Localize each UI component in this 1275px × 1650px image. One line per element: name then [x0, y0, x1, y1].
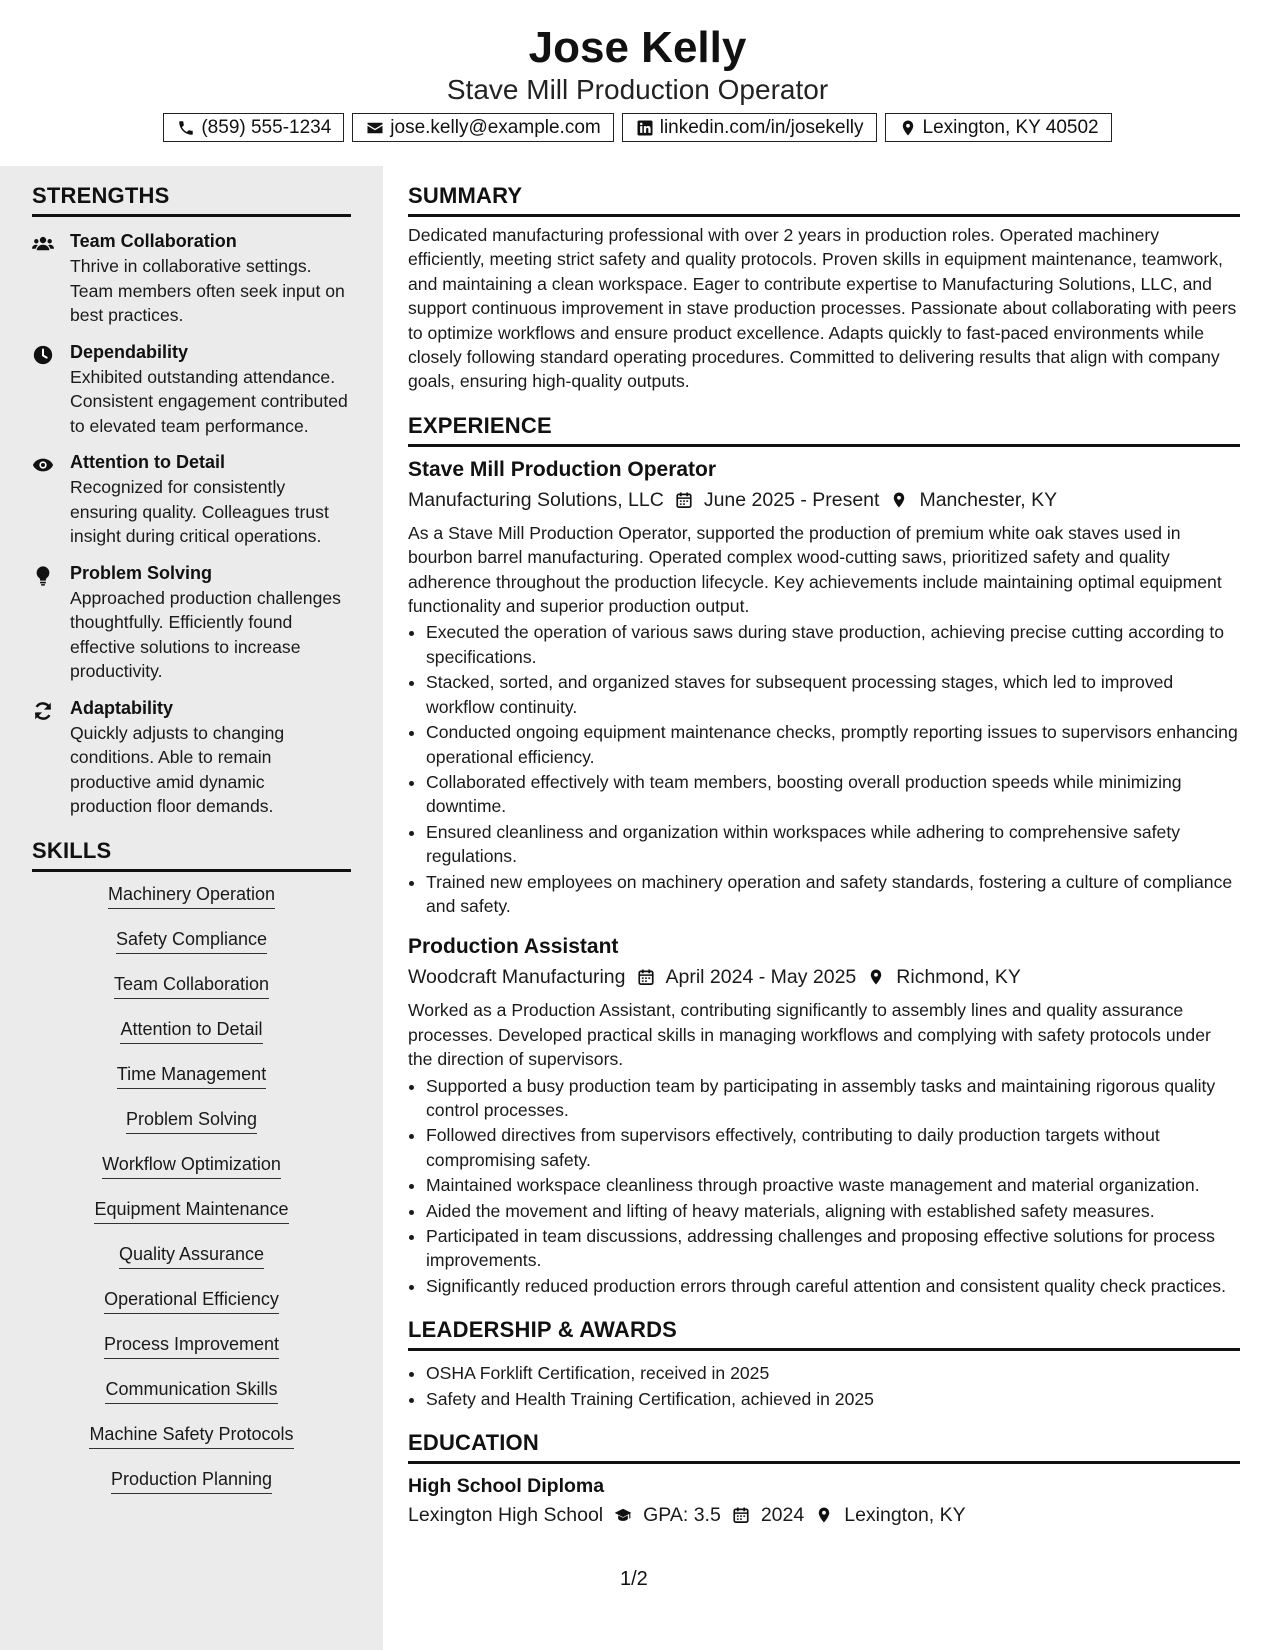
strength-item	[32, 229, 351, 328]
phone-icon	[176, 118, 196, 138]
job-dates: June 2025 - Present	[703, 488, 880, 511]
job-bullet: • Executed the operation of various saws during stave production, achieving precise cutting according to specifications.	[426, 620, 1240, 669]
award-item: • OSHA Forklift Certification, received in 2025	[426, 1361, 1240, 1385]
skill-tag: Equipment Maintenance	[94, 1197, 288, 1224]
job-title: Stave Mill Production Operator	[408, 457, 717, 481]
job-bullet: • Conducted ongoing equipment maintenance checks, promptly reporting issues to supervisors enhancing operational efficiency.	[426, 720, 1240, 769]
sync-icon	[32, 709, 54, 726]
job-entry	[408, 455, 1240, 919]
job-bullet: • Stacked, sorted, and organized staves for subsequent processing stages, which led to improved workflow continuity.	[426, 670, 1240, 719]
linkedin-text: linkedin.com/in/josekelly	[659, 116, 864, 138]
skill-tag: Communication Skills	[105, 1377, 277, 1404]
skill-tag: Machine Safety Protocols	[89, 1422, 293, 1449]
eye-icon	[32, 463, 54, 480]
job-company: Manufacturing Solutions, LLC	[408, 488, 664, 511]
phone-text: (859) 555-1234	[201, 116, 332, 138]
users-icon	[32, 242, 54, 259]
skill-tag: Time Management	[117, 1062, 266, 1089]
job-meta	[408, 485, 1240, 515]
experience-heading: EXPERIENCE	[408, 412, 1240, 447]
job-bullet: • Maintained workspace cleanliness through proactive waste management and material organization.	[426, 1173, 1240, 1197]
job-dates: April 2024 - May 2025	[665, 966, 857, 989]
skill-tag: Team Collaboration	[114, 972, 269, 999]
skill-tag: Attention to Detail	[120, 1017, 262, 1044]
degree-title: High School Diploma	[408, 1475, 605, 1498]
main-content	[408, 166, 1240, 1530]
calendar-icon	[674, 490, 694, 510]
summary-heading: SUMMARY	[408, 182, 1240, 217]
map-pin-icon	[866, 967, 886, 987]
award-item: • Safety and Health Training Certification, achieved in 2025	[426, 1387, 1240, 1411]
contact-bar	[0, 113, 1275, 142]
job-bullet: • Significantly reduced production errors through careful attention and consistent quality check practices.	[426, 1274, 1240, 1298]
envelope-icon	[365, 118, 385, 138]
job-title: Production Assistant	[408, 935, 619, 959]
job-bullet: • Followed directives from supervisors effectively, contributing to daily production targets without compromising safety.	[426, 1123, 1240, 1172]
skill-tag: Quality Assurance	[119, 1242, 264, 1269]
strength-name: Team Collaboration	[70, 231, 237, 251]
school-name: Lexington High School	[408, 1504, 604, 1527]
job-bullet: • Aided the movement and lifting of heavy materials, aligning with established safety measures.	[426, 1199, 1240, 1223]
skill-tag: Operational Efficiency	[104, 1287, 279, 1314]
location-contact[interactable]	[885, 113, 1112, 142]
graduation-year: 2024	[760, 1504, 805, 1527]
education-heading: EDUCATION	[408, 1429, 1240, 1464]
job-bullet: • Ensured cleanliness and organization within workspaces while adhering to comprehensive safety regulations.	[426, 820, 1240, 869]
strength-desc: Recognized for consistently ensuring quality. Colleagues trust insight during critical operations.	[70, 477, 329, 546]
job-bullets	[408, 1074, 1240, 1299]
job-bullet: • Supported a busy production team by participating in assembly tasks and maintaining rigorous quality control processes.	[426, 1074, 1240, 1123]
job-location: Richmond, KY	[896, 966, 1021, 989]
map-pin-icon	[814, 1505, 834, 1525]
school-location: Lexington, KY	[844, 1504, 966, 1527]
skills-heading: SKILLS	[32, 837, 351, 872]
candidate-title: Stave Mill Production Operator	[446, 74, 829, 105]
strength-desc: Approached production challenges thoughtfully. Efficiently found effective solutions to increase productivity.	[70, 587, 341, 681]
experience-section	[408, 412, 1240, 1298]
summary-text: Dedicated manufacturing professional with over 2 years in production roles. Operated machinery efficiently, meeting strict safety and quality protocols. Proven skills in equipment maintenance, teamwork, and maintaining a clean workspace. Eager to contribute expertise to Manufacturing Solutions, LLC, and support continuous improvement in stave production processes. Passionate about collaborating with peers to optimize workflows and ensure product excellence. Adapts quickly to fast-paced environments while closely following standard operating procedures. Committed to delivering results that align with company goals, ensuring high-quality outputs.	[408, 225, 1237, 392]
calendar-icon	[731, 1505, 751, 1525]
gpa: GPA: 3.5	[643, 1504, 721, 1527]
summary-section	[408, 182, 1240, 394]
job-company: Woodcraft Manufacturing	[408, 966, 626, 989]
job-bullet: • Trained new employees on machinery operation and safety standards, fostering a culture of compliance and safety.	[426, 870, 1240, 919]
skill-tag: Safety Compliance	[116, 927, 267, 954]
linkedin-icon	[635, 118, 655, 138]
awards-heading: LEADERSHIP & AWARDS	[408, 1316, 1240, 1351]
strength-name: Attention to Detail	[70, 452, 225, 472]
strength-item	[32, 696, 351, 819]
strength-item	[32, 450, 351, 549]
email-text: jose.kelly@example.com	[390, 116, 601, 138]
job-description: Worked as a Production Assistant, contributing significantly to assembly lines and quality assurance processes. Developed practical skills in managing workflows and complying with safety protocols under the direction of supervisors.	[408, 1000, 1211, 1070]
job-bullets	[408, 620, 1240, 918]
clock-icon	[32, 353, 54, 370]
resume-header	[0, 0, 1275, 166]
location-text: Lexington, KY 40502	[922, 116, 1099, 138]
strength-desc: Quickly adjusts to changing conditions. Able to remain productive amid dynamic production floor demands.	[70, 722, 285, 816]
skill-tag: Problem Solving	[126, 1107, 257, 1134]
job-entry	[408, 932, 1240, 1298]
skill-tag: Machinery Operation	[108, 882, 275, 909]
awards-list	[408, 1361, 1240, 1411]
skill-tag: Production Planning	[111, 1467, 272, 1494]
graduation-cap-icon	[613, 1505, 633, 1525]
strength-desc: Exhibited outstanding attendance. Consistent engagement contributed to elevated team performance.	[70, 366, 348, 436]
job-location: Manchester, KY	[919, 488, 1058, 511]
skill-tag: Workflow Optimization	[102, 1152, 281, 1179]
education-meta	[408, 1500, 1240, 1530]
strength-name: Problem Solving	[70, 562, 213, 583]
strength-item	[32, 561, 351, 684]
strength-name: Dependability	[70, 341, 189, 362]
strengths-heading: STRENGTHS	[32, 182, 351, 217]
strength-desc: Thrive in collaborative settings. Team members often seek input on best practices.	[70, 256, 345, 325]
job-bullet: • Participated in team discussions, addressing challenges and proposing effective solutions for process improvements.	[426, 1224, 1240, 1273]
page-number: 1/2	[620, 1568, 648, 1590]
strength-item	[32, 340, 351, 439]
map-pin-icon	[898, 118, 918, 138]
job-bullet: • Collaborated effectively with team members, boosting overall production speeds while minimizing downtime.	[426, 770, 1240, 819]
phone-contact[interactable]	[163, 113, 344, 142]
lightbulb-icon	[32, 574, 54, 591]
awards-section	[408, 1316, 1240, 1411]
candidate-name: Jose Kelly	[528, 23, 747, 72]
strength-name: Adaptability	[70, 697, 174, 718]
sidebar	[0, 166, 383, 1650]
email-contact[interactable]	[352, 113, 613, 142]
skills-list	[32, 882, 351, 1512]
calendar-icon	[636, 967, 656, 987]
map-pin-icon	[889, 490, 909, 510]
job-description: As a Stave Mill Production Operator, supported the production of premium white oak staves used in bourbon barrel manufacturing. Operated complex wood-cutting saws, prioritized safety and quality adherence throughout the production lifecycle. Key achievements include maintaining optimal equipment functionality and superior production output.	[408, 522, 1222, 617]
linkedin-contact[interactable]	[622, 113, 877, 142]
education-section	[408, 1429, 1240, 1530]
skill-tag: Process Improvement	[104, 1332, 279, 1359]
job-meta	[408, 962, 1240, 992]
